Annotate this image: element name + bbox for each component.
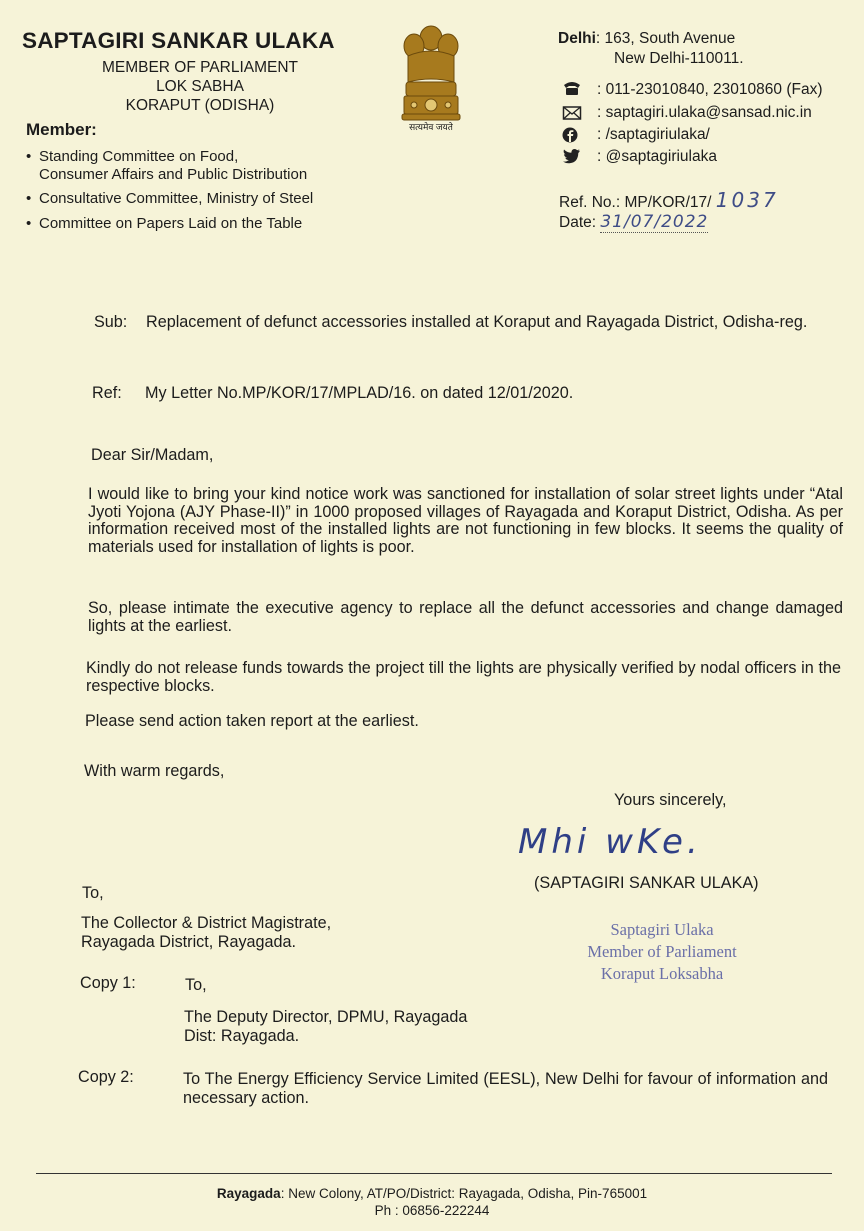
subject-text: Replacement of defunct accessories installed at Koraput and Rayagada District, Odisha-reg. [146,313,808,331]
reference-label: Ref: [92,384,122,402]
mp-house-line: LOK SABHA [156,78,244,95]
stamp-line: Member of Parliament [587,942,737,961]
paragraph-3: Kindly do not release funds towards the project till the lights are physically verified by nodal officers in the respective blocks. [86,659,841,695]
ref-label: Ref. No.: MP/KOR/17/ [559,194,712,211]
mp-name: SAPTAGIRI SANKAR ULAKA [22,28,335,53]
copy1-address [184,1008,467,1046]
committee-line: Standing Committee on Food, [39,148,239,165]
signatory-name: (SAPTAGIRI SANKAR ULAKA) [534,874,759,892]
recipient-line: The Collector & District Magistrate, [81,914,332,932]
committee-item: • Standing Committee on Food, Consumer Affairs and Public Distribution [26,148,371,183]
email-address: : saptagiri.ulaka@sansad.nic.in [597,104,812,121]
footer-address [0,1186,864,1201]
footer-divider [36,1173,832,1174]
paragraph-2: So, please intimate the executive agency to replace all the defunct accessories and change damaged lights at the earliest. [88,599,843,635]
committee-line: Committee on Papers Laid on the Table [39,215,303,232]
stamp-line: Saptagiri Ulaka [610,920,714,939]
salutation: Dear Sir/Madam, [91,446,214,464]
mp-title-line: MEMBER OF PARLIAMENT [101,59,299,76]
reference-text: My Letter No.MP/KOR/17/MPLAD/16. on dated 12/01/2020. [145,384,574,402]
copy1-label: Copy 1: [80,974,136,992]
phone-icon [562,80,582,96]
recipient-address [81,914,331,952]
copy1-line: The Deputy Director, DPMU, Rayagada [184,1008,468,1026]
footer-phone: Ph : 06856-222244 [374,1203,490,1218]
yours-sincerely: Yours sincerely, [614,791,727,809]
letter-date [559,212,708,232]
mail-icon [562,105,582,121]
paragraph-1: I would like to bring your kind notice work was sanctioned for installation of solar street lights under “Atal Jyoti Yojona (AJY Phase-II)” in 1000 proposed villages of Rayagada and Koraput District, Odisha. As per information received most of the installed lights are not functioning in few blocks. It seems the quality of materials used for installation of lights is poor. [88,485,843,556]
footer-street: : New Colony, AT/PO/District: Rayagada, Odisha, Pin-765001 [280,1186,648,1201]
member-label: Member: [26,120,97,139]
official-stamp [542,919,782,985]
committee-item: • Consultative Committee, Ministry of Steel [26,190,371,208]
copy1-line: Dist: Rayagada. [184,1027,300,1045]
copy2-label: Copy 2: [78,1068,134,1086]
reference-number [559,188,779,212]
twitter-icon [562,148,582,164]
ref-handwritten: 1037 [715,188,779,212]
delhi-label: Delhi [558,30,596,47]
delhi-street: : 163, South Avenue [595,30,736,47]
stamp-line: Koraput Loksabha [600,964,724,983]
delhi-address-line2: New Delhi-110011. [614,50,744,67]
footer-city: Rayagada [216,1186,281,1201]
phone-fax: : 011-23010840, 23010860 (Fax) [597,81,823,98]
committee-line: Consumer Affairs and Public Distribution [39,165,308,183]
closing: With warm regards, [84,762,225,780]
date-handwritten: 31/07/2022 [600,212,709,232]
delhi-address-line1 [558,30,735,48]
date-label: Date: [559,214,601,231]
committee-line: Consultative Committee, Ministry of Steel [39,190,314,207]
mp-constituency-line: KORAPUT (ODISHA) [125,97,275,114]
facebook-icon [562,127,582,143]
copy1-to: To, [185,976,207,994]
national-emblem-icon [396,16,466,134]
committee-item: • Committee on Papers Laid on the Table [26,215,371,233]
facebook-handle: : /saptagiriulaka/ [597,126,710,143]
twitter-handle: : @saptagiriulaka [597,148,717,165]
paragraph-4: Please send action taken report at the earliest. [85,712,419,730]
emblem-motto: सत्यमेव जयते [409,122,453,132]
copy2-text: To The Energy Efficiency Service Limited (EESL), New Delhi for favour of information and necessary action. [183,1070,828,1107]
to-label: To, [82,884,104,902]
subject-label: Sub: [94,313,128,331]
recipient-line: Rayagada District, Rayagada. [81,933,297,951]
signature: Mhi wKe. [518,822,702,862]
